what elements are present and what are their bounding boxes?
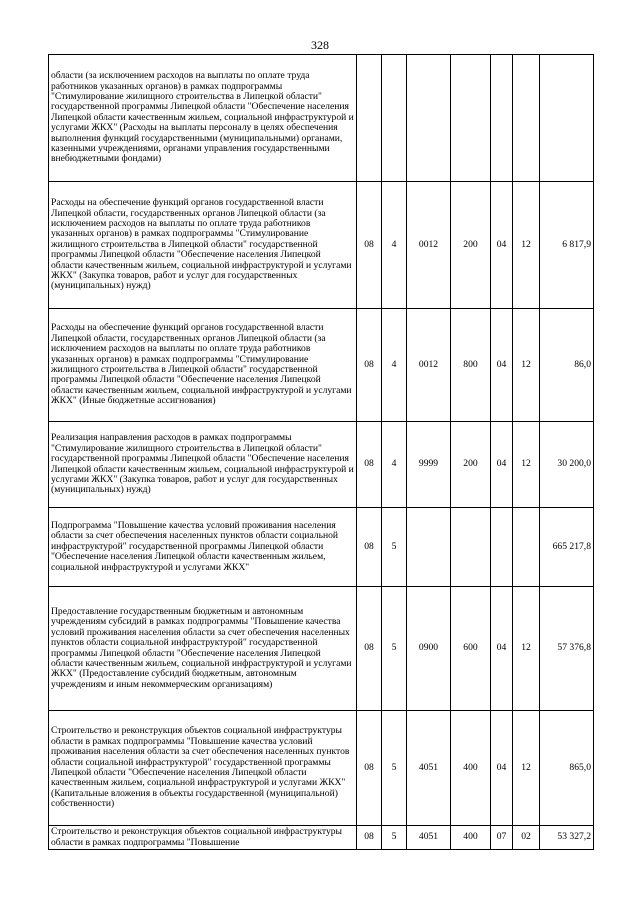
row-amount: 6 817,9 (540, 182, 594, 309)
row-amount: 865,0 (540, 711, 594, 826)
row-code-4: 200 (451, 422, 491, 508)
row-code-3 (407, 508, 451, 587)
row-code-3: 4051 (407, 711, 451, 826)
row-description: Расходы на обеспечение функций органов государственной власти Липецкой области, государственных органов Липецкой области (за исключением расходов на выплаты по оплате труда работников указанных органов) в рамках подпрограммы "Стимулирование жилищного строительства в Липецкой области" государственной программы Липецкой области "Обеспечение населения Липецкой области качественным жильем, социальной инфраструктурой и услугами ЖКХ" (Иные бюджетные ассигнования) (49, 309, 357, 422)
row-code-3: 0012 (407, 309, 451, 422)
row-code-6: 12 (513, 182, 540, 309)
table-row (49, 508, 594, 587)
row-description: Строительство и реконструкция объектов социальной инфраструктуры области в рамках подпрограммы "Повышение качества условий проживания населения области за счет обеспечения населенных пунктов области социальной инфраструктурой" государственной программы Липецкой области "Обеспечение населения Липецкой области качественным жильем, социальной инфраструктурой и услугами ЖКХ" (Капитальные вложения в объекты государственной (муниципальной) собственности) (49, 711, 357, 826)
row-code-3: 9999 (407, 422, 451, 508)
row-code-3 (407, 55, 451, 182)
row-code-2: 4 (382, 422, 407, 508)
row-description: Строительство и реконструкция объектов социальной инфраструктуры области в рамках подпрограммы "Повышение (49, 826, 357, 850)
row-code-6 (513, 508, 540, 587)
row-code-3: 0900 (407, 587, 451, 711)
row-code-6: 02 (513, 826, 540, 850)
row-description: Расходы на обеспечение функций органов государственной власти Липецкой области, государственных органов Липецкой области (за исключением расходов на выплаты по оплате труда работников указанных органов) в рамках подпрограммы "Стимулирование жилищного строительства в Липецкой области" государственной программы Липецкой области "Обеспечение населения Липецкой области качественным жильем, социальной инфраструктурой и услугами ЖКХ" (Закупка товаров, работ и услуг для государственных (муниципальных) нужд) (49, 182, 357, 309)
row-code-4: 400 (451, 711, 491, 826)
row-code-3: 4051 (407, 826, 451, 850)
table-row (49, 711, 594, 826)
row-code-4: 400 (451, 826, 491, 850)
table-row (49, 587, 594, 711)
row-code-1 (357, 55, 382, 182)
row-code-2: 4 (382, 309, 407, 422)
row-code-1: 08 (357, 826, 382, 850)
row-code-5: 04 (491, 422, 513, 508)
row-code-6: 12 (513, 587, 540, 711)
budget-table (48, 54, 594, 850)
row-code-4: 800 (451, 309, 491, 422)
row-code-6: 12 (513, 309, 540, 422)
table-row (49, 182, 594, 309)
table-row (49, 422, 594, 508)
row-code-1: 08 (357, 309, 382, 422)
row-amount: 665 217,8 (540, 508, 594, 587)
row-code-4 (451, 508, 491, 587)
row-code-1: 08 (357, 711, 382, 826)
row-code-1: 08 (357, 508, 382, 587)
row-code-2: 5 (382, 508, 407, 587)
row-code-1: 08 (357, 587, 382, 711)
row-code-2: 4 (382, 182, 407, 309)
row-description: области (за исключением расходов на выплаты по оплате труда работников указанных органов) в рамках подпрограммы "Стимулирование жилищного строительства в Липецкой области" государственной программы Липецкой области "Обеспечение населения Липецкой области качественным жильем, социальной инфраструктурой и услугами ЖКХ" (Расходы на выплаты персоналу в целях обеспечения выполнения функций государственными (муниципальными) органами, казенными учреждениями, органами управления государственными внебюджетными фондами) (49, 55, 357, 182)
row-amount: 57 376,8 (540, 587, 594, 711)
row-code-5: 04 (491, 309, 513, 422)
row-code-1: 08 (357, 182, 382, 309)
row-code-4: 600 (451, 587, 491, 711)
row-code-5: 04 (491, 587, 513, 711)
row-code-5: 07 (491, 826, 513, 850)
row-code-3: 0012 (407, 182, 451, 309)
row-code-5: 04 (491, 182, 513, 309)
table-row (49, 55, 594, 182)
table-row (49, 826, 594, 850)
row-description: Реализация направления расходов в рамках подпрограммы "Стимулирование жилищного строительства в Липецкой области" государственной программы Липецкой области "Обеспечение населения Липецкой области качественным жильем, социальной инфраструктурой и услугами ЖКХ" (Закупка товаров, работ и услуг для государственных (муниципальных) нужд) (49, 422, 357, 508)
row-code-5 (491, 508, 513, 587)
row-code-2: 5 (382, 587, 407, 711)
row-code-6: 12 (513, 711, 540, 826)
row-code-6: 12 (513, 422, 540, 508)
row-amount (540, 55, 594, 182)
row-code-6 (513, 55, 540, 182)
page-number: 328 (311, 38, 329, 52)
row-amount: 30 200,0 (540, 422, 594, 508)
row-description: Предоставление государственным бюджетным и автономным учреждениям субсидий в рамках подпрограммы "Повышение качества условий проживания населения области за счет обеспечения населенных пунктов области социальной инфраструктурой" государственной программы Липецкой области "Обеспечение населения Липецкой области качественным жильем, социальной инфраструктурой и услугами ЖКХ" (Предоставление субсидий бюджетным, автономным учреждениям и иным некоммерческим организациям) (49, 587, 357, 711)
row-amount: 86,0 (540, 309, 594, 422)
row-code-2: 5 (382, 826, 407, 850)
row-code-4 (451, 55, 491, 182)
row-code-4: 200 (451, 182, 491, 309)
table-row (49, 309, 594, 422)
row-code-5 (491, 55, 513, 182)
row-code-2 (382, 55, 407, 182)
row-description: Подпрограмма "Повышение качества условий проживания населения области за счет обеспечения населенных пунктов области социальной инфраструктурой" государственной программы Липецкой области "Обеспечение населения Липецкой области качественным жильем, социальной инфраструктурой и услугами ЖКХ" (49, 508, 357, 587)
row-code-1: 08 (357, 422, 382, 508)
row-amount: 53 327,2 (540, 826, 594, 850)
row-code-5: 04 (491, 711, 513, 826)
row-code-2: 5 (382, 711, 407, 826)
